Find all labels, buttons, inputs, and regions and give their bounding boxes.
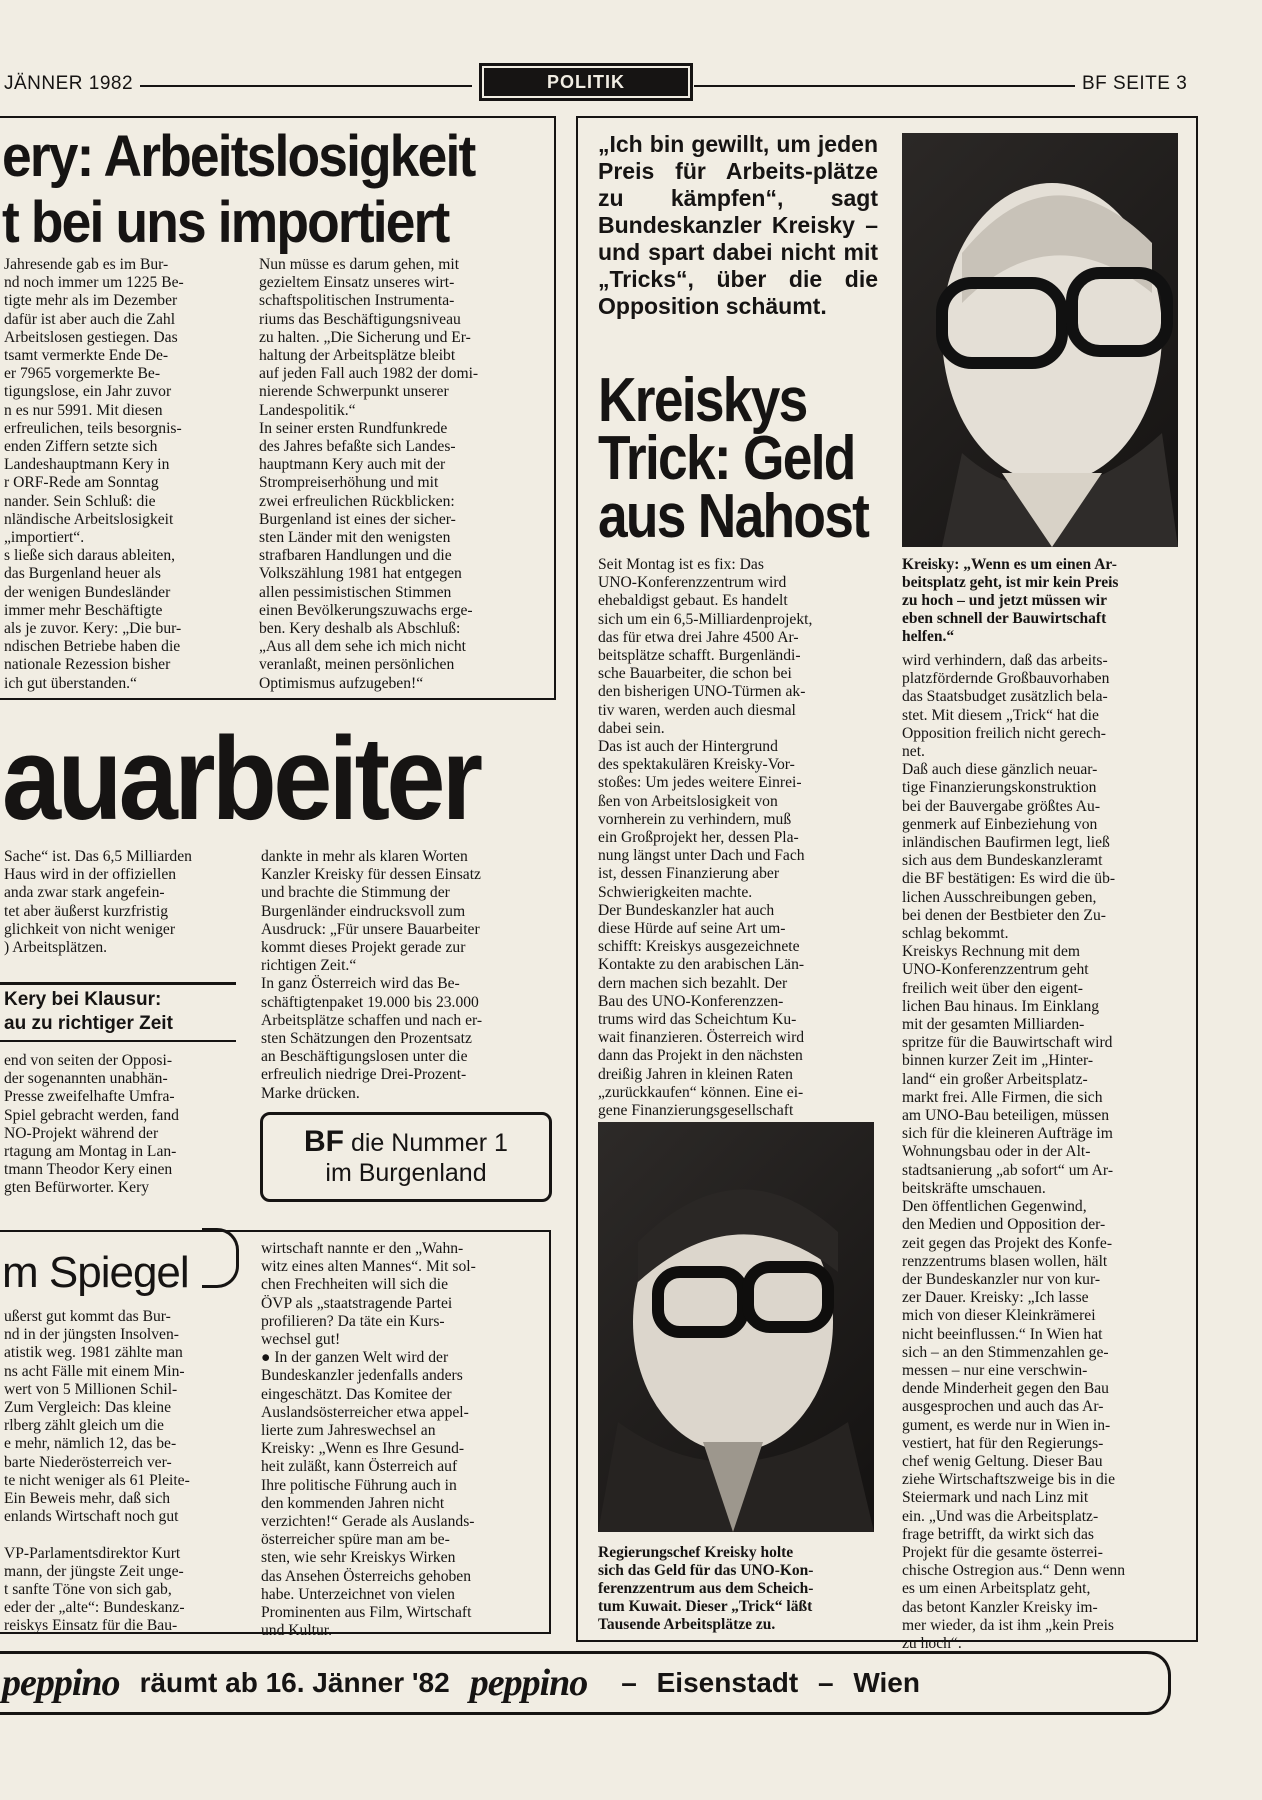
klausur-rule-bottom	[0, 1040, 236, 1042]
kreisky-col1: Seit Montag ist es fix: Das UNO-Konferenzzentrum wird ehebaldigst gebaut. Es handelt sich um ein 6,5-Milliardenprojekt, das für etwa drei Jahre 4500 Ar- beitsplätze schafft. Burgenländi- sche Bauarbeiter, die schon bei den bisherigen UNO-Türmen ak- tiv waren, werden auch diesmal dabei sein. Das ist auch der Hintergrund des spektakulären Kreisky-Vor- stoßes: Um jedes weitere Einrei- ßen von Arbeitslosigkeit von vornherein zu verhindern, muß ein Großprojekt her, dessen Pla- nung längst unter Dach und Fach ist, dessen Finanzierung aber Schwierigkeiten machte. Der Bundeskanzler hat auch diese Hürde auf seine Art um- schifft: Kreiskys ausgezeichnete Kontakte zu den arabischen Län- dern machen sich bezahlt. Der Bau des UNO-Konferenzzen- trums wird das Scheichtum Ku- wait finanzieren. Österreich wird dann das Projekt in den nächsten dreißig Jahren in kleinen Raten „zurückkaufen“ können. Eine ei- gene Finanzierungsgesellschaft	[598, 556, 813, 1120]
bauarbeiter-col2: dankte in mehr als klaren Worten Kanzler Kreisky für dessen Einsatz und brachte die Stimmung der Burgenländer eindrucksvoll zum Ausdruck: „Für unsere Bauarbeiter kommt dieses Projekt gerade zur richtigen Zeit.“ In ganz Österreich wird das Be- schäftigtenpaket 19.000 bis 23.000 Arbeitsplätze schaffen und nach er- sten Schätzungen den Prozentsatz an Beschäftigungslosen unter die erfreulich niedrige Drei-Prozent- Marke drücken.	[261, 848, 483, 1102]
kery-headline-1: ery: Arbeitslosigkeit	[2, 124, 475, 189]
promo-line1: die Nummer 1	[350, 1128, 508, 1157]
spiegel-title-bracket	[202, 1228, 239, 1288]
peppino-logo-1: peppino	[2, 1662, 120, 1704]
kreisky-photo-1	[902, 133, 1178, 547]
ad-text-2: – Eisenstadt – Wien	[621, 1667, 920, 1698]
kreisky-photo-1-caption: Kreisky: „Wenn es um einen Ar- beitsplatz geht, ist mir kein Preis zu hoch – und jetzt müssen wir eben schnell der Bauwirtschaft helfen.“	[902, 556, 1119, 645]
peppino-ad	[0, 1651, 1171, 1715]
promo-brand: BF	[304, 1124, 345, 1158]
spiegel-title: m Spiegel	[2, 1248, 189, 1297]
klausur-body: end von seiten der Opposi- der sogenannten unabhän- Presse zweifelhafte Umfra- Spiel gebracht werden, fand NO-Projekt während der rtagung am Montag in Lan- tmann Theodor Kery einen gten Befürworter. Kery	[4, 1052, 179, 1197]
ad-text-1: räumt ab 16. Jänner '82	[139, 1667, 450, 1698]
peppino-logo-2: peppino	[469, 1662, 588, 1704]
kery-headline-2: t bei uns importiert	[2, 190, 449, 255]
kreisky-photo-2-caption: Regierungschef Kreisky holte sich das Geld für das UNO-Kon- ferenzzentrum aus dem Scheich- tum Kuwait. Dieser „Trick“ läßt Tausende Arbeitsplätze zu.	[598, 1544, 814, 1633]
kreisky-portrait-1	[902, 133, 1178, 547]
header-rule-right	[694, 85, 1075, 87]
bauarbeiter-col1: Sache“ ist. Das 6,5 Milliarden Haus wird in der offiziellen anda zwar stark angefein- tet aber äußerst kurzfristig glichkeit von nicht weniger ) Arbeitsplätzen.	[4, 848, 192, 957]
kery-col1: Jahresende gab es im Bur- nd noch immer um 1225 Be- tigte mehr als im Dezember dafür ist aber auch die Zahl Arbeitslosen gestiegen. Das tsamt vermerkte Ende De- er 7965 vorgemerkte Be- tigungslose, ein Jahr zuvor n es nur 5991. Mit diesen erfreulichen, teils besorgnis- enden Ziffern setzte sich Landeshauptmann Kery in r ORF-Rede am Sonntag nander. Sein Schluß: die nländische Arbeitslosigkeit „importiert“. s ließe sich daraus ableiten, das Burgenland heuer als der wenigen Bundesländer immer mehr Beschäftigte als je zuvor. Kery: „Die bur- ndischen Betriebe haben die nationale Rezession bisher ich gut überstanden.“	[4, 256, 184, 692]
header-page: BF SEITE 3	[1082, 73, 1188, 94]
kery-col2: Nun müsse es darum gehen, mit gezieltem Einsatz unseres wirt- schaftspolitischen Instrumenta- riums das Beschäftigungsniveau zu halten. „Die Sicherung und Er- haltung der Arbeitsplätze bleibt auf jeden Fall auch 1982 der domi- nierende Schwerpunkt unserer Landespolitik.“ In seiner ersten Rundfunkrede des Jahres befaßte sich Landes- hauptmann Kery auch mit der Strompreiserhöhung und mit zwei erfreulichen Rückblicken: Burgenland ist eines der sicher- sten Länder mit den wenigsten strafbaren Handlungen und die Volkszählung 1981 hat entgegen allen pessimistischen Stimmen einen Bevölkerungszuwachs erge- ben. Kery deshalb als Abschluß: „Aus all dem sehe ich mich nicht veranlaßt, meinen persönlichen Optimismus aufzugeben!“	[259, 256, 479, 692]
kreisky-col2: wird verhindern, daß das arbeits- platzfördernde Großbauvorhaben das Staatsbudget zusätzlich bela- stet. Mit diesem „Trick“ hat die Opposition freilich nicht gerech- net. Daß auch diese gänzlich neuar- tige Finanzierungskonstruktion bei der Bauvergabe größtes Au- genmerk auf Einbeziehung von inländischen Baufirmen legt, ließ sich aus dem Bundeskanzleramt die BF bestätigen: Es wird die üb- lichen Ausschreibungen geben, bei denen der Bestbieter den Zu- schlag bekommt. Kreiskys Rechnung mit dem UNO-Konferenzzentrum geht freilich weit über den eigent- lichen Bau hinaus. Im Einklang mit der gesamten Milliarden- spritze für die Bauwirtschaft wird binnen kurzer Zeit im „Hinter- land“ ein großer Arbeitsplatz- markt frei. Alle Firmen, die sich am UNO-Bau beteiligen, müssen sich für die kleineren Aufträge im Wohnungsbau oder in der Alt- stadtsanierung „ab sofort“ um Ar- beitskräfte umschauen. Den öffentlichen Gegenwind, den Medien und Opposition der- zeit gegen das Projekt des Konfe- renzzentrums blasen wollen, hält der Bundeskanzler nur von kur- zer Dauer. Kreisky: „Ich lasse mich von dieser Kleinkrämerei nicht beeinflussen.“ In Wien hat sich – an den Stimmenzahlen ge- messen – nur eine verschwin- dende Minderheit gegen den Bau ausgesprochen und auch das Ar- gument, es werde nur in Wien in- vestiert, hat für den Regierungs- chef wenig Geltung. Dieser Bau ziehe Wirtschaftszweige bis in die Steiermark und nach Linz mit ein. „Und was die Arbeitsplatz- frage betrifft, da wirkt sich das Projekt für die gesamte österrei- chische Ostregion aus.“ Denn wenn es um einen Arbeitsplatz geht, das betont Kanzler Kreisky im- mer wieder, da ist ihm „kein Preis zu hoch“.	[902, 652, 1126, 1652]
kreisky-headline-1: Kreiskys	[598, 366, 807, 435]
bauarbeiter-headline: auarbeiter	[2, 713, 480, 845]
klausur-subhead: Kery bei Klausur: au zu richtiger Zeit	[4, 989, 173, 1034]
kreisky-quote: „Ich bin gewillt, um jeden Preis für Arbeits-plätze zu kämpfen“, sagt Bundeskanzler Kreisky – und spart dabei nicht mit „Tricks“, über die die Opposition schäumt.	[598, 131, 878, 319]
bf-promo-box	[260, 1112, 552, 1202]
spiegel-col1: ußerst gut kommt das Bur- nd in der jüngsten Insolven- atistik weg. 1981 zählte man ns acht Fälle mit einem Min- wert von 5 Millionen Schil- Zum Vergleich: Das kleine rlberg zählt gleich um die e mehr, nämlich 12, das be- barte Niederösterreich ver- te nicht weniger als 61 Pleite- Ein Beweis mehr, daß sich enlands Wirtschaft noch gut VP-Parlamentsdirektor Kurt mann, der jüngste Zeit unge- t sanfte Töne von sich gab, eder der „alte“: Bundeskanz- reiskys Einsatz für die Bau-	[4, 1308, 190, 1635]
spiegel-col2: wirtschaft nannte er den „Wahn- witz eines alten Mannes“. Mit sol- chen Frechheiten will sich die ÖVP als „staatstragende Partei profilieren? Da täte ein Kurs- wechsel gut! ● In der ganzen Welt wird der Bundeskanzler jedenfalls anders eingeschätzt. Das Komitee der Auslandsösterreicher etwa appel- lierte zum Jahreswechsel an Kreisky: „Wenn es Ihre Gesund- heit zuläßt, kann Österreich auf Ihre politische Führung auch in den kommenden Jahren nicht verzichten!“ Gerade als Auslands- österreicher spüre man am be- sten, wie sehr Kreiskys Wirken das Ansehen Österreichs gehoben habe. Unterzeichnet von vielen Prominenten aus Film, Wirtschaft und Kultur.	[261, 1240, 476, 1640]
klausur-rule-top	[0, 982, 236, 985]
kreisky-headline-2: Trick: Geld	[598, 424, 855, 493]
promo-line2: im Burgenland	[325, 1158, 487, 1187]
header-date: JÄNNER 1982	[4, 73, 134, 94]
kreisky-photo-2	[598, 1122, 874, 1532]
section-label: POLITIK	[479, 63, 693, 101]
kreisky-headline-3: aus Nahost	[598, 482, 869, 551]
header-rule-left	[140, 85, 472, 87]
kreisky-portrait-2	[598, 1122, 874, 1532]
